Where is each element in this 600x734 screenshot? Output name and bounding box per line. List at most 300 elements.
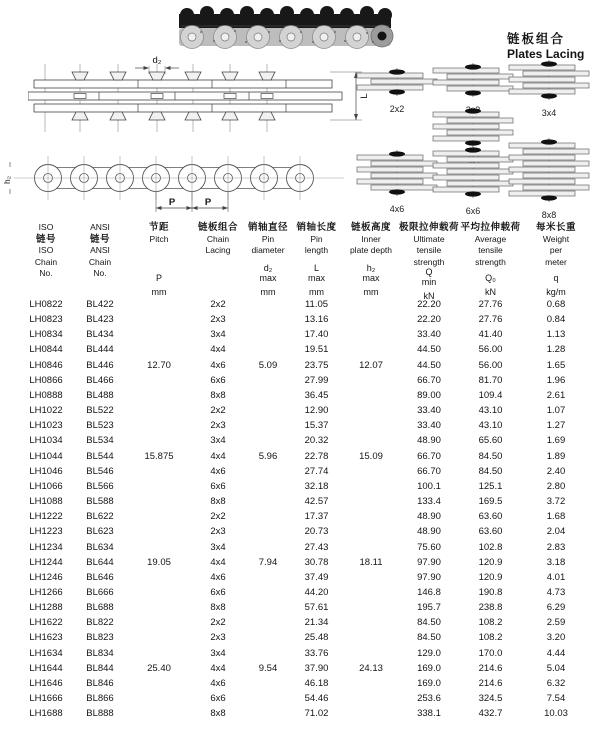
cell-pitch xyxy=(128,479,190,494)
cell-average: 81.70 xyxy=(478,374,503,386)
table-row xyxy=(20,615,590,630)
cell-lacing: 3x4 xyxy=(210,647,226,659)
cell-iso: LH0888 xyxy=(29,389,63,401)
col-header-symbol xyxy=(259,264,276,283)
cell-pin_diameter xyxy=(246,615,290,630)
col-header-pitch xyxy=(128,222,190,297)
col-header-line: 每米长重 xyxy=(535,222,576,233)
cell-iso: LH1066 xyxy=(29,480,63,492)
cell-ultimate: 48.90 xyxy=(417,526,441,538)
cell-iso: LH0844 xyxy=(29,344,63,356)
leaf-chain-photo xyxy=(177,5,407,53)
lacing-diagram-figure xyxy=(507,60,591,105)
col-header-symbol-line: Q₀ xyxy=(485,272,496,283)
cell-pitch xyxy=(128,585,190,600)
col-header-lacing xyxy=(190,222,246,297)
cell-pitch xyxy=(128,464,190,479)
col-header-symbol-line: Q xyxy=(425,267,433,277)
cell-pin_diameter: 9.54 xyxy=(258,662,278,674)
cell-pitch xyxy=(128,433,190,448)
cell-ansi: BL534 xyxy=(86,435,114,447)
cell-ultimate: 169.0 xyxy=(417,677,441,689)
cell-ansi: BL488 xyxy=(86,389,114,401)
cell-pitch: 19.05 xyxy=(147,556,171,568)
pitch-dimension-label-2: P xyxy=(204,197,212,208)
cell-average: 102.8 xyxy=(478,541,503,553)
cell-plate_depth xyxy=(343,327,399,342)
cell-ultimate: 253.6 xyxy=(417,693,441,705)
cell-average: 27.76 xyxy=(478,299,503,310)
cell-iso: LH1646 xyxy=(29,677,63,689)
col-header-line: plate depth xyxy=(349,245,393,255)
cell-ansi: BL423 xyxy=(86,314,114,326)
cell-lacing: 4x6 xyxy=(210,571,226,583)
cell-iso: LH0823 xyxy=(29,314,63,326)
cell-pin_length: 15.37 xyxy=(304,420,329,432)
col-header-line: ANSI xyxy=(90,245,110,255)
cell-lacing: 4x6 xyxy=(210,359,226,371)
cell-ansi: BL688 xyxy=(86,602,114,614)
cell-plate_depth xyxy=(343,630,399,645)
col-header-line: tensile xyxy=(416,245,442,255)
cell-plate_depth: 24.13 xyxy=(359,662,383,674)
cell-pin_diameter xyxy=(246,342,290,357)
col-header-unit: mm xyxy=(363,287,379,297)
cell-average: 169.5 xyxy=(478,496,503,508)
col-header-symbol xyxy=(422,268,437,287)
table-row xyxy=(20,661,590,676)
leaf-chain-spec-table xyxy=(20,222,590,721)
cell-ultimate: 66.70 xyxy=(417,374,441,386)
cell-iso: LH1688 xyxy=(29,708,63,720)
cell-lacing: 6x6 xyxy=(210,586,226,598)
cell-ultimate: 44.50 xyxy=(417,344,441,356)
cell-iso: LH0834 xyxy=(29,329,63,341)
cell-weight: 3.20 xyxy=(546,632,566,644)
cell-ansi: BL566 xyxy=(86,480,114,492)
cell-ansi: BL846 xyxy=(86,677,114,689)
cell-ultimate: 33.40 xyxy=(417,329,441,341)
cell-plate_depth xyxy=(343,691,399,706)
d2-dimension-label: d₂ xyxy=(152,55,162,66)
cell-iso: LH1088 xyxy=(29,496,63,508)
cell-pin_length: 36.45 xyxy=(304,389,329,401)
cell-pin_diameter xyxy=(246,676,290,691)
cell-ultimate: 44.50 xyxy=(417,359,441,371)
col-header-line: ISO xyxy=(38,245,54,255)
col-header-symbol-line: h₂ xyxy=(366,263,376,273)
cell-ultimate: 33.40 xyxy=(417,420,441,432)
table-row xyxy=(20,555,590,570)
col-header-line: ANSI xyxy=(90,222,110,232)
lacing-diagram-3x4 xyxy=(507,60,591,118)
cell-weight: 6.32 xyxy=(546,677,566,689)
cell-average: 125.1 xyxy=(478,480,503,492)
col-header-line: Ultimate xyxy=(413,233,445,244)
col-header-symbol xyxy=(308,264,325,283)
cell-plate_depth xyxy=(343,418,399,433)
table-row xyxy=(20,540,590,555)
cell-ansi: BL446 xyxy=(86,359,114,371)
col-header-line: Pin xyxy=(261,233,275,244)
table-row xyxy=(20,358,590,373)
cell-ansi: BL866 xyxy=(86,693,114,705)
cell-weight: 7.54 xyxy=(546,693,566,705)
cell-average: 190.8 xyxy=(478,586,503,598)
cell-ultimate: 195.7 xyxy=(417,602,441,614)
cell-pitch xyxy=(128,509,190,524)
cell-average: 238.8 xyxy=(478,602,503,614)
cell-pitch: 15.875 xyxy=(144,450,174,462)
cell-iso: LH1022 xyxy=(29,405,63,417)
col-header-weight xyxy=(522,222,590,297)
cell-ansi: BL634 xyxy=(86,541,114,553)
table-row xyxy=(20,630,590,645)
cell-plate_depth xyxy=(343,615,399,630)
cell-iso: LH1223 xyxy=(29,526,63,538)
cell-average: 43.10 xyxy=(478,405,503,417)
cell-average: 41.40 xyxy=(478,329,503,341)
lacing-diagram-label: 4x6 xyxy=(389,204,405,214)
cell-iso: LH1288 xyxy=(29,602,63,614)
table-row xyxy=(20,418,590,433)
cell-pin_length: 12.90 xyxy=(304,405,329,417)
cell-pin_diameter xyxy=(246,524,290,539)
cell-plate_depth xyxy=(343,403,399,418)
cell-ultimate: 133.4 xyxy=(417,496,441,508)
cell-plate_depth xyxy=(343,676,399,691)
cell-pin_diameter xyxy=(246,403,290,418)
cell-average: 108.2 xyxy=(478,617,503,629)
table-row xyxy=(20,676,590,691)
cell-pin_length: 19.51 xyxy=(304,344,329,356)
col-header-average xyxy=(459,222,522,297)
col-header-ultimate xyxy=(399,222,460,301)
table-row xyxy=(20,691,590,706)
cell-iso: LH1244 xyxy=(29,556,63,568)
col-header-line: length xyxy=(304,245,329,255)
col-header-line: 销轴长度 xyxy=(296,222,337,233)
cell-ultimate: 48.90 xyxy=(417,511,441,523)
cell-plate_depth: 12.07 xyxy=(359,359,383,371)
col-header-line: 销轴直径 xyxy=(247,222,288,233)
cell-weight: 5.04 xyxy=(546,662,566,674)
cell-pin_length: 17.40 xyxy=(304,329,329,341)
cell-plate_depth: 15.09 xyxy=(359,450,383,462)
col-header-symbol xyxy=(362,264,379,283)
cell-lacing: 2x2 xyxy=(210,511,226,523)
cell-plate_depth xyxy=(343,570,399,585)
cell-average: 84.50 xyxy=(478,450,503,462)
cell-pin_diameter: 5.09 xyxy=(258,359,278,371)
cell-weight: 1.96 xyxy=(546,374,566,386)
cell-pin_length: 37.90 xyxy=(304,662,329,674)
cell-plate_depth xyxy=(343,297,399,312)
cell-lacing: 2x2 xyxy=(210,299,226,310)
col-header-line: 极限拉伸载荷 xyxy=(399,222,460,233)
cell-weight: 3.72 xyxy=(546,496,566,508)
cell-lacing: 4x6 xyxy=(210,677,226,689)
lacing-diagram-label: 6x6 xyxy=(465,206,481,216)
spec-table-body xyxy=(20,297,590,721)
cell-pin_length: 33.76 xyxy=(304,647,329,659)
cell-ultimate: 169.0 xyxy=(417,662,441,674)
cell-lacing: 8x8 xyxy=(210,708,226,720)
plates-lacing-title-zh: 链板组合 xyxy=(507,32,566,46)
cell-ansi: BL588 xyxy=(86,496,114,508)
cell-iso: LH1046 xyxy=(29,465,63,477)
cell-weight: 4.01 xyxy=(546,571,566,583)
cell-weight: 4.73 xyxy=(546,586,566,598)
cell-plate_depth xyxy=(343,646,399,661)
cell-lacing: 2x2 xyxy=(210,617,226,629)
cell-pin_length: 27.43 xyxy=(304,541,329,553)
cell-ansi: BL622 xyxy=(86,511,114,523)
cell-pitch xyxy=(128,297,190,312)
cell-ultimate: 97.90 xyxy=(417,556,441,568)
header-row xyxy=(20,222,590,297)
cell-lacing: 4x4 xyxy=(210,450,226,462)
cell-iso: LH1666 xyxy=(29,693,63,705)
cell-pin_length: 22.78 xyxy=(304,450,329,462)
col-header-line: per xyxy=(549,245,563,255)
cell-plate_depth xyxy=(343,312,399,327)
cell-iso: LH0866 xyxy=(29,374,63,386)
col-header-symbol-line: P xyxy=(155,272,162,283)
cell-average: 214.6 xyxy=(478,677,503,689)
cell-ultimate: 66.70 xyxy=(417,465,441,477)
lacing-diagram-figure xyxy=(431,63,515,102)
cell-weight: 4.44 xyxy=(546,647,566,659)
cell-pin_length: 23.75 xyxy=(304,359,329,371)
lacing-diagram-figure xyxy=(355,150,439,201)
col-header-line: 节距 xyxy=(148,222,169,233)
cell-pin_length: 71.02 xyxy=(304,708,329,720)
cell-ultimate: 338.1 xyxy=(417,708,441,720)
cell-pin_length: 21.34 xyxy=(304,617,329,629)
col-header-line: Chain xyxy=(88,256,112,267)
col-header-symbol-line: max xyxy=(259,272,277,283)
lacing-diagram-label: 8x8 xyxy=(541,210,557,220)
cell-ultimate: 22.20 xyxy=(417,314,441,326)
cell-iso: LH1266 xyxy=(29,586,63,598)
col-header-symbol-line: max xyxy=(362,272,380,283)
col-header-line: Inner xyxy=(361,233,381,244)
cell-weight: 2.04 xyxy=(546,526,566,538)
cell-ultimate: 100.1 xyxy=(417,480,441,492)
cell-pin_length: 13.16 xyxy=(304,314,329,326)
col-header-line: Pin xyxy=(310,233,323,244)
col-header-unit: mm xyxy=(260,287,276,297)
col-header-line: 链板组合 xyxy=(197,222,238,233)
cell-ansi: BL623 xyxy=(86,526,114,538)
cell-ultimate: 66.70 xyxy=(417,450,441,462)
cell-average: 56.00 xyxy=(478,359,503,371)
col-header-line: No. xyxy=(39,268,53,278)
cell-plate_depth xyxy=(343,524,399,539)
cell-pin_diameter xyxy=(246,691,290,706)
col-header-unit: mm xyxy=(309,287,324,297)
table-row xyxy=(20,464,590,479)
cell-ansi: BL522 xyxy=(86,405,114,417)
cell-plate_depth xyxy=(343,540,399,555)
chain-plan-drawing xyxy=(28,54,373,138)
cell-weight: 1.89 xyxy=(546,450,566,462)
table-row xyxy=(20,706,590,721)
lacing-diagram-label: 3x4 xyxy=(541,108,557,118)
lacing-diagram-figure xyxy=(507,138,591,207)
cell-pin_length: 44.20 xyxy=(304,586,329,598)
table-row xyxy=(20,570,590,585)
col-header-line: tensile xyxy=(478,245,503,255)
table-row xyxy=(20,433,590,448)
col-header-symbol xyxy=(485,274,496,284)
col-header-ansi xyxy=(72,222,128,297)
col-header-line: 链号 xyxy=(35,233,56,245)
cell-ansi: BL523 xyxy=(86,420,114,432)
cell-average: 27.76 xyxy=(478,314,503,326)
cell-average: 63.60 xyxy=(478,511,503,523)
cell-pin_diameter: 7.94 xyxy=(258,556,278,568)
lacing-diagram-figure xyxy=(355,68,439,101)
cell-pitch xyxy=(128,615,190,630)
table-row xyxy=(20,449,590,464)
cell-pin_length: 17.37 xyxy=(304,511,329,523)
cell-weight: 2.61 xyxy=(546,389,566,401)
cell-pitch xyxy=(128,524,190,539)
cell-pin_length: 20.32 xyxy=(304,435,329,447)
cell-pin_diameter xyxy=(246,418,290,433)
cell-weight: 2.40 xyxy=(546,465,566,477)
length-dimension-label: L xyxy=(359,93,370,99)
cell-pin_length: 42.57 xyxy=(304,496,329,508)
cell-lacing: 4x6 xyxy=(210,465,226,477)
cell-lacing: 2x3 xyxy=(210,314,226,326)
cell-pin_diameter xyxy=(246,585,290,600)
col-header-pin_length xyxy=(290,222,343,297)
table-row xyxy=(20,494,590,509)
cell-weight: 1.65 xyxy=(546,359,566,371)
cell-pin_diameter xyxy=(246,327,290,342)
col-header-line: Chain xyxy=(206,233,230,244)
cell-pitch xyxy=(128,388,190,403)
cell-ansi: BL466 xyxy=(86,374,114,386)
cell-pin_diameter xyxy=(246,706,290,721)
cell-weight: 1.68 xyxy=(546,511,566,523)
cell-pin_length: 27.74 xyxy=(304,465,329,477)
cell-average: 120.9 xyxy=(478,571,503,583)
col-header-unit: kN xyxy=(423,291,435,301)
cell-pitch xyxy=(128,373,190,388)
col-header-line: 链号 xyxy=(89,233,110,245)
cell-average: 170.0 xyxy=(478,647,503,659)
col-header-unit: kg/m xyxy=(546,287,566,297)
col-header-unit: kN xyxy=(485,287,496,297)
cell-ansi: BL666 xyxy=(86,586,114,598)
cell-weight: 6.29 xyxy=(546,602,566,614)
cell-average: 56.00 xyxy=(478,344,503,356)
cell-ansi: BL544 xyxy=(86,450,114,462)
cell-pin_diameter xyxy=(246,600,290,615)
cell-average: 65.60 xyxy=(478,435,503,447)
cell-pin_length: 32.18 xyxy=(304,480,329,492)
cell-plate_depth xyxy=(343,509,399,524)
cell-ultimate: 48.90 xyxy=(417,435,441,447)
col-header-line: ISO xyxy=(38,222,54,232)
cell-plate_depth xyxy=(343,464,399,479)
cell-weight: 0.84 xyxy=(546,314,566,326)
cell-iso: LH1246 xyxy=(29,571,63,583)
cell-pitch xyxy=(128,540,190,555)
cell-ansi: BL444 xyxy=(86,344,114,356)
cell-pin_length: 27.99 xyxy=(304,374,329,386)
cell-iso: LH1622 xyxy=(29,617,63,629)
cell-average: 432.7 xyxy=(478,708,503,720)
cell-lacing: 8x8 xyxy=(210,496,226,508)
col-header-line: 链板高度 xyxy=(350,222,391,233)
cell-ultimate: 97.90 xyxy=(417,571,441,583)
pitch-dimension-label-1: P xyxy=(168,197,176,208)
cell-ansi: BL434 xyxy=(86,329,114,341)
cell-plate_depth xyxy=(343,342,399,357)
cell-pin_length: 54.46 xyxy=(304,693,329,705)
cell-weight: 2.80 xyxy=(546,480,566,492)
table-row xyxy=(20,373,590,388)
col-header-symbol-line: q xyxy=(553,272,559,283)
cell-average: 108.2 xyxy=(478,632,503,644)
cell-weight: 1.28 xyxy=(546,344,566,356)
cell-ansi: BL834 xyxy=(86,647,114,659)
cell-pin_length: 37.49 xyxy=(304,571,329,583)
cell-pin_diameter xyxy=(246,433,290,448)
cell-ultimate: 33.40 xyxy=(417,405,441,417)
lacing-diagram-label: 2x2 xyxy=(389,104,405,114)
col-header-line: Pitch xyxy=(149,233,169,244)
col-header-symbol xyxy=(553,274,558,284)
cell-pin_length: 30.78 xyxy=(304,556,329,568)
col-header-symbol-line: d₂ xyxy=(263,263,273,273)
lacing-diagram-8x8 xyxy=(507,138,591,220)
cell-pin_length: 20.73 xyxy=(304,526,329,538)
cell-lacing: 6x6 xyxy=(210,480,226,492)
cell-pin_diameter xyxy=(246,312,290,327)
cell-pitch xyxy=(128,312,190,327)
cell-weight: 1.27 xyxy=(546,420,566,432)
cell-plate_depth xyxy=(343,388,399,403)
cell-plate_depth xyxy=(343,479,399,494)
col-header-symbol-line: max xyxy=(307,272,325,283)
col-header-line: Weight xyxy=(542,233,570,244)
chain-profile-drawing xyxy=(0,134,370,226)
col-header-unit: mm xyxy=(151,287,167,297)
col-header-line: meter xyxy=(545,256,567,267)
cell-plate_depth xyxy=(343,373,399,388)
cell-average: 84.50 xyxy=(478,465,503,477)
lacing-diagram-4x6 xyxy=(355,150,439,214)
col-header-plate_depth xyxy=(343,222,399,297)
cell-weight: 3.18 xyxy=(546,556,566,568)
cell-ansi: BL844 xyxy=(86,662,114,674)
cell-ultimate: 84.50 xyxy=(417,632,441,644)
cell-ultimate: 75.60 xyxy=(417,541,441,553)
cell-pin_diameter xyxy=(246,464,290,479)
cell-iso: LH1234 xyxy=(29,541,63,553)
cell-average: 214.6 xyxy=(478,662,503,674)
lacing-diagram-figure xyxy=(431,146,515,203)
table-row xyxy=(20,312,590,327)
cell-ansi: BL422 xyxy=(86,299,114,310)
table-row xyxy=(20,585,590,600)
